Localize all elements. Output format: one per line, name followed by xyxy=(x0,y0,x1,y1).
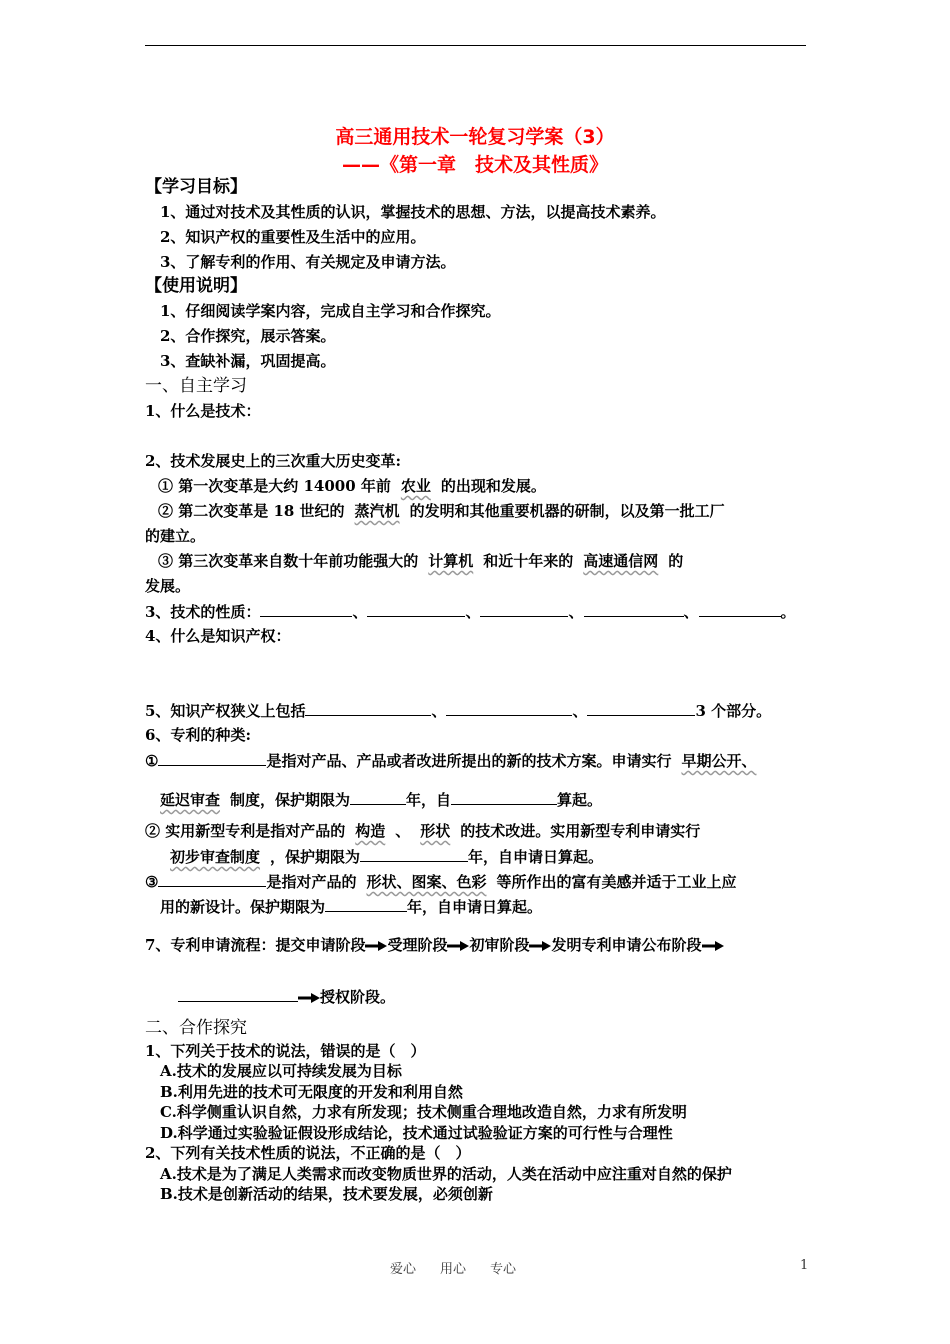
page-number: 1 xyxy=(800,1258,809,1273)
option: D.科学通过实验验证假设形成结论，技术通过试验验证方案的可行性与合理性 xyxy=(160,1124,673,1142)
answer-blank[interactable] xyxy=(305,700,431,716)
question-1: 1、什么是技术： xyxy=(145,402,261,420)
patent-type-3: ③ 是指对产品的 形状、图案、色彩 等所作出的富有美感并适于工业上应 xyxy=(145,873,737,891)
answer-blank[interactable]: 高速通信网 xyxy=(583,552,659,570)
question-6: 6、专利的种类: xyxy=(145,726,251,744)
answer-blank[interactable] xyxy=(446,700,572,716)
answer-blank[interactable]: 计算机 xyxy=(428,552,474,570)
answer-blank[interactable]: 形状 xyxy=(420,822,451,840)
answer-blank[interactable]: 初步审查制度 xyxy=(170,848,261,866)
header-rule xyxy=(145,45,806,46)
answer-blank[interactable]: 形状、图案、色彩 xyxy=(366,873,487,891)
right-arrow-icon xyxy=(298,992,320,1004)
question-3: 3、技术的性质： 、 、 、 、 。 xyxy=(145,603,796,621)
coop-question-2: 2、下列有关技术性质的说法，不正确的是（ ） xyxy=(145,1144,471,1162)
change-2: ② 第二次变革是 18 世纪的 蒸汽机 的发明和其他重要机器的研制，以及第一批工厂 xyxy=(158,502,725,520)
answer-blank[interactable] xyxy=(158,750,266,766)
objective-item: 1、通过对技术及其性质的认识，掌握技术的思想、方法，以提高技术素养。 xyxy=(160,203,666,221)
change-3-cont: 发展。 xyxy=(145,577,191,595)
patent-type-3-cont: 用的新设计。保护期限为 年，自申请日算起。 xyxy=(160,898,543,916)
patent-type-1-cont: 延迟审查 制度，保护期限为 年，自 算起。 xyxy=(160,791,603,809)
usage-heading: 【使用说明】 xyxy=(145,276,247,296)
patent-type-2-cont: 初步审查制度 ，保护期限为 年，自申请日算起。 xyxy=(160,846,603,867)
objective-item: 3、了解专利的作用、有关规定及申请方法。 xyxy=(160,253,456,271)
answer-blank[interactable]: 延迟审查 xyxy=(160,791,221,809)
answer-blank[interactable] xyxy=(584,601,684,617)
option: A.技术是为了满足人类需求而改变物质世界的活动，人类在活动中应注重对自然的保护 xyxy=(160,1165,732,1183)
doc-subtitle: ——《第一章 技术及其性质》 xyxy=(341,154,608,176)
right-arrow-icon xyxy=(702,940,724,952)
usage-item: 2、合作探究，展示答案。 xyxy=(160,327,336,345)
patent-type-1: ① 是指对产品、产品或者改进所提出的新的技术方案。申请实行 早期公开、 xyxy=(145,752,757,770)
answer-blank[interactable] xyxy=(260,601,352,617)
change-1: ① 第一次变革是大约 14000 年前 农业 的出现和发展。 xyxy=(158,477,546,495)
answer-blank[interactable] xyxy=(587,700,695,716)
answer-blank[interactable]: 构造 xyxy=(355,822,386,840)
self-study-heading: 一、自主学习 xyxy=(145,376,247,396)
answer-blank[interactable] xyxy=(360,846,468,862)
change-2-cont: 的建立。 xyxy=(145,527,206,545)
objective-item: 2、知识产权的重要性及生活中的应用。 xyxy=(160,228,426,246)
answer-blank[interactable]: 农业 xyxy=(400,477,431,495)
option: B.利用先进的技术可无限度的开发和利用自然 xyxy=(160,1083,463,1101)
question-7-cont: 授权阶段。 xyxy=(178,986,395,1007)
patent-type-2: ② 实用新型专利是指对产品的 构造 、 形状 的技术改进。实用新型专利申请实行 xyxy=(145,822,701,840)
question-7: 7、专利申请流程：提交申请阶段 受理阶段 初审阶段 发明专利申请公布阶段 xyxy=(145,935,724,955)
answer-blank[interactable]: 早期公开、 xyxy=(681,752,757,770)
objectives-heading: 【学习目标】 xyxy=(145,177,247,197)
usage-item: 3、查缺补漏，巩固提高。 xyxy=(160,352,336,370)
right-arrow-icon xyxy=(529,940,551,952)
footer-motto: 爱心 用心 专心 xyxy=(390,1262,517,1277)
option: B.技术是创新活动的结果，技术要发展，必须创新 xyxy=(160,1185,493,1203)
option: A.技术的发展应以可持续发展为目标 xyxy=(160,1062,402,1080)
option: C.科学侧重认识自然，力求有所发现；技术侧重合理地改造自然，力求有所发明 xyxy=(160,1103,687,1121)
answer-blank[interactable] xyxy=(325,896,407,912)
answer-blank[interactable] xyxy=(178,986,298,1002)
question-4: 4、什么是知识产权： xyxy=(145,627,291,645)
right-arrow-icon xyxy=(447,940,469,952)
question-5: 5、知识产权狭义上包括 、 、 3 个部分。 xyxy=(145,702,772,720)
answer-blank[interactable] xyxy=(350,789,406,805)
coop-heading: 二、合作探究 xyxy=(145,1018,247,1038)
change-3: ③ 第三次变革来自数十年前功能强大的 计算机 和近十年来的 高速通信网 的 xyxy=(158,552,684,570)
answer-blank[interactable] xyxy=(699,601,781,617)
answer-blank[interactable] xyxy=(451,789,557,805)
usage-item: 1、仔细阅读学案内容，完成自主学习和合作探究。 xyxy=(160,302,501,320)
answer-blank[interactable] xyxy=(480,601,568,617)
coop-question-1: 1、下列关于技术的说法，错误的是（ ） xyxy=(145,1042,426,1060)
right-arrow-icon xyxy=(365,940,387,952)
answer-blank[interactable]: 蒸汽机 xyxy=(354,502,400,520)
doc-title: 高三通用技术一轮复习学案（3） xyxy=(335,126,615,148)
answer-blank[interactable] xyxy=(158,871,266,887)
question-2: 2、技术发展史上的三次重大历史变革: xyxy=(145,452,401,470)
answer-blank[interactable] xyxy=(367,601,465,617)
